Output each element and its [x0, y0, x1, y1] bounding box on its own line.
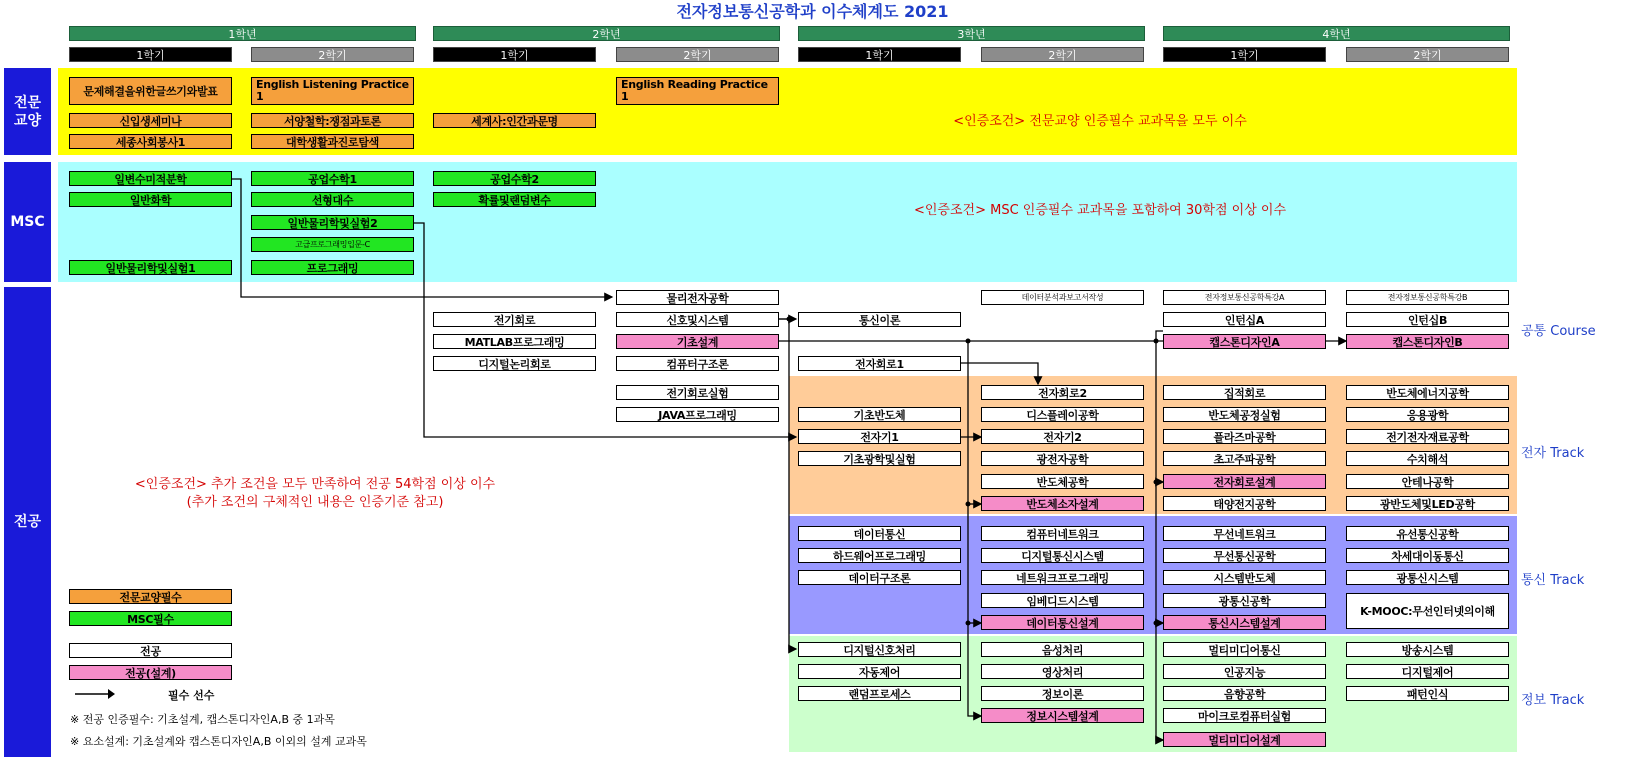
semester-header: 2학기: [616, 47, 779, 62]
course-box: 멀티미디어설계: [1163, 732, 1326, 747]
course-box: 통신시스템설계: [1163, 615, 1326, 630]
course-box: 전기회로실험: [616, 385, 779, 400]
semester-header: 2학기: [981, 47, 1144, 62]
year-header-1: 1학년: [69, 26, 416, 41]
condition-major-line1: <인증조건> 추가 조건을 모두 만족하여 전공 54학점 이상 이수: [134, 477, 496, 492]
legend-msc-required: MSC필수: [69, 611, 232, 626]
course-box: 대학생활과진로탐색: [251, 134, 414, 149]
course-box: 임베디드시스템: [981, 593, 1144, 608]
course-box: 데이터통신설계: [981, 615, 1144, 630]
course-box: 정보시스템설계: [981, 708, 1144, 723]
course-box: 물리전자공학: [616, 290, 779, 305]
course-box: 태양전지공학: [1163, 496, 1326, 511]
course-box: 프로그래밍: [251, 260, 414, 275]
course-box: 반도체소자설계: [981, 496, 1144, 511]
track-label-communication: 통신 Track: [1521, 573, 1585, 588]
legend-prereq-label: 필수 선수: [168, 689, 215, 702]
course-box: 차세대이동통신: [1346, 548, 1509, 563]
course-box: English Reading Practice 1: [616, 77, 779, 105]
course-box: 확률및랜덤변수: [433, 192, 596, 207]
condition-general: <인증조건> 전문교양 인증필수 교과목을 모두 이수: [953, 114, 1247, 129]
course-box: 일반물리학및실험1: [69, 260, 232, 275]
course-box: 디지털통신시스템: [981, 548, 1144, 563]
course-box: 데이터구조론: [798, 570, 961, 585]
course-box: 전자회로설계: [1163, 474, 1326, 489]
course-box: 영상처리: [981, 664, 1144, 679]
semester-header: 1학기: [69, 47, 232, 62]
course-box: 선형대수: [251, 192, 414, 207]
semester-header: 1학기: [433, 47, 596, 62]
course-box: 수치해석: [1346, 451, 1509, 466]
track-label-information: 정보 Track: [1521, 693, 1585, 708]
track-label-common: 공통 Course: [1521, 324, 1596, 339]
course-box: 디스플레이공학: [981, 407, 1144, 422]
page-title: 전자정보통신공학과 이수체계도 2021: [676, 2, 949, 21]
course-box: 반도체공정실험: [1163, 407, 1326, 422]
semester-header: 2학기: [251, 47, 414, 62]
course-box: 기초설계: [616, 334, 779, 349]
course-box: 일변수미적분학: [69, 171, 232, 186]
course-box: 전자정보통신공학특강A: [1163, 290, 1326, 305]
course-box: 신호및시스템: [616, 312, 779, 327]
year-header-3: 3학년: [798, 26, 1145, 41]
course-box: 하드웨어프로그래밍: [798, 548, 961, 563]
course-box: 세종사회봉사1: [69, 134, 232, 149]
course-box: 인턴십B: [1346, 312, 1509, 327]
course-box: 멀티미디어통신: [1163, 642, 1326, 657]
course-box: 데이터통신: [798, 526, 961, 541]
course-box: 정보이론: [981, 686, 1144, 701]
semester-header: 1학기: [798, 47, 961, 62]
course-box: 인턴십A: [1163, 312, 1326, 327]
course-box: 마이크로컴퓨터실험: [1163, 708, 1326, 723]
course-box: 디지털논리회로: [433, 356, 596, 371]
course-box: 반도체공학: [981, 474, 1144, 489]
course-box: 통신이론: [798, 312, 961, 327]
course-box: 캡스톤디자인B: [1346, 334, 1509, 349]
course-box: 자동제어: [798, 664, 961, 679]
course-box: 음성처리: [981, 642, 1144, 657]
course-box: 캡스톤디자인A: [1163, 334, 1326, 349]
course-box: 컴퓨터구조론: [616, 356, 779, 371]
course-box: 유선통신공학: [1346, 526, 1509, 541]
course-box: 무선네트워크: [1163, 526, 1326, 541]
course-box: 반도체에너지공학: [1346, 385, 1509, 400]
course-box: 전자정보통신공학특강B: [1346, 290, 1509, 305]
course-box: 광통신공학: [1163, 593, 1326, 608]
legend-arrow-icon: [75, 688, 115, 700]
course-box: 전자회로1: [798, 356, 961, 371]
course-box: 응용광학: [1346, 407, 1509, 422]
course-box: 기초반도체: [798, 407, 961, 422]
legend-note-2: ※ 요소설계: 기초설계와 캡스톤디자인A,B 이외의 설계 교과목: [70, 735, 367, 748]
year-header-4: 4학년: [1163, 26, 1510, 41]
legend-note-1: ※ 전공 인증필수: 기초설계, 캡스톤디자인A,B 중 1과목: [70, 713, 335, 726]
course-box: 기초광학및실험: [798, 451, 961, 466]
course-box: 전자기2: [981, 429, 1144, 444]
course-box: 데이터분석과보고서작성: [981, 290, 1144, 305]
section-label-major: 전공: [4, 287, 51, 757]
course-box: 무선통신공학: [1163, 548, 1326, 563]
connector-capstone-a: [1156, 331, 1163, 341]
track-label-electronics: 전자 Track: [1521, 446, 1585, 461]
course-box: English Listening Practice 1: [251, 77, 414, 105]
legend-major: 전공: [69, 643, 232, 658]
course-box: 세계사:인간과문명: [433, 113, 596, 128]
section-label-msc: MSC: [4, 162, 51, 282]
course-box: 신입생세미나: [69, 113, 232, 128]
course-box: 전기전자재료공학: [1346, 429, 1509, 444]
legend-general-required: 전문교양필수: [69, 589, 232, 604]
course-box: 광전자공학: [981, 451, 1144, 466]
course-box: 공업수학2: [433, 171, 596, 186]
semester-header: 1학기: [1163, 47, 1326, 62]
legend-major-design: 전공(설계): [69, 665, 232, 680]
course-box: 랜덤프로세스: [798, 686, 961, 701]
course-box: 집적회로: [1163, 385, 1326, 400]
course-box: 광통신시스템: [1346, 570, 1509, 585]
course-box: 일반화학: [69, 192, 232, 207]
course-box: 패턴인식: [1346, 686, 1509, 701]
course-box: JAVA프로그래밍: [616, 407, 779, 422]
course-box: 네트워크프로그래밍: [981, 570, 1144, 585]
course-box: 서양철학:쟁점과토론: [251, 113, 414, 128]
course-box: 디지털제어: [1346, 664, 1509, 679]
course-box: 음향공학: [1163, 686, 1326, 701]
condition-major-line2: (추가 조건의 구체적인 내용은 인증기준 참고): [186, 495, 444, 510]
course-box: 광반도체및LED공학: [1346, 496, 1509, 511]
year-header-2: 2학년: [433, 26, 780, 41]
section-label-general: 전문 교양: [4, 68, 51, 155]
course-box: 플라즈마공학: [1163, 429, 1326, 444]
course-box: 전자기1: [798, 429, 961, 444]
course-box: 전기회로: [433, 312, 596, 327]
course-box: 방송시스템: [1346, 642, 1509, 657]
course-box: 전자회로2: [981, 385, 1144, 400]
course-box: 문제해결을위한글쓰기와발표: [69, 77, 232, 105]
course-box: 고급프로그래밍입문-C: [251, 237, 414, 252]
course-box: 컴퓨터네트워크: [981, 526, 1144, 541]
course-box: K-MOOC:무선인터넷의이해: [1346, 593, 1509, 629]
course-box: MATLAB프로그래밍: [433, 334, 596, 349]
course-box: 공업수학1: [251, 171, 414, 186]
course-box: 시스템반도체: [1163, 570, 1326, 585]
course-box: 인공지능: [1163, 664, 1326, 679]
condition-msc: <인증조건> MSC 인증필수 교과목을 포함하여 30학점 이상 이수: [913, 203, 1287, 218]
semester-header: 2학기: [1346, 47, 1509, 62]
course-box: 초고주파공학: [1163, 451, 1326, 466]
course-box: 일반물리학및실험2: [251, 215, 414, 230]
course-box: 안테나공학: [1346, 474, 1509, 489]
course-box: 디지털신호처리: [798, 642, 961, 657]
